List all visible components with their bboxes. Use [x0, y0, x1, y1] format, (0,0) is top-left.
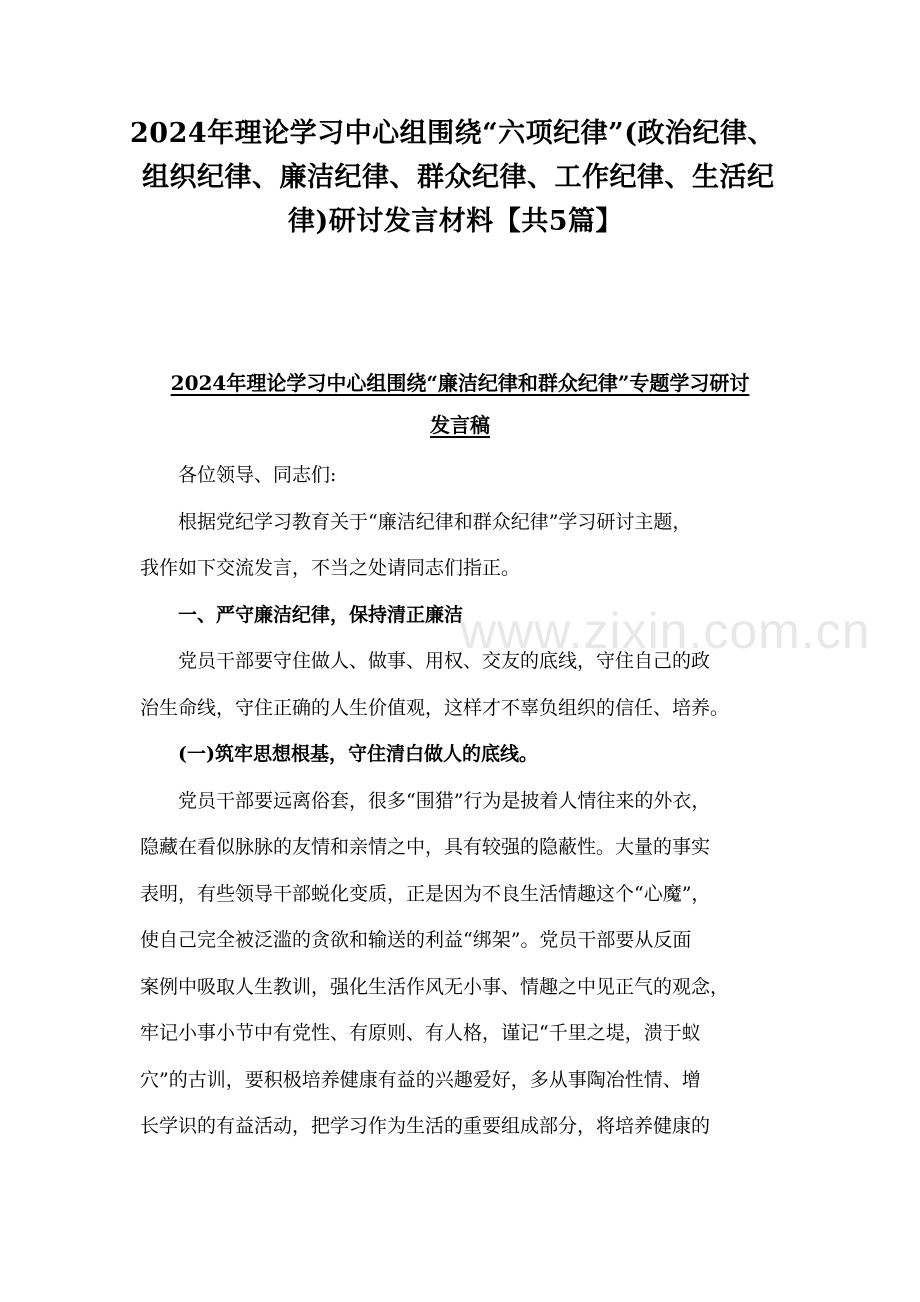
paragraph-line: 表明，有些领导干部蜕化变质，正是因为不良生活情趣这个“心魔”，: [140, 882, 711, 905]
paragraph-line: 我作如下交流发言，不当之处请同志们指正。: [140, 557, 521, 579]
greeting-paragraph: [140, 452, 780, 499]
paragraph-line: 牢记小事小节中有党性、有原则、有人格，谨记“千里之堤，溃于蚁: [140, 1022, 701, 1044]
paragraph-line: 穴”的古训，要积极培养健康有益的兴趣爱好，多从事陶冶性情、增: [140, 1068, 701, 1091]
subsection-heading-1: [140, 731, 780, 778]
paragraph-line: 党员干部要远离俗套，很多“围猎”行为是披着人情往来的外衣，: [178, 789, 711, 812]
paragraph-line: 案例中吸取人生教训，强化生活作风无小事、情趣之中见正气的观念，: [140, 975, 730, 998]
paragraph-line: 治生命线，守住正确的人生价值观，这样才不辜负组织的信任、培养。: [140, 696, 730, 719]
main-title-line-2: 组织纪律、廉洁纪律、群众纪律、工作纪律、生活纪: [142, 162, 775, 193]
paragraph-line: 隐藏在看似脉脉的友情和亲情之中，具有较强的隐蔽性。大量的事实: [140, 836, 711, 858]
main-title-line-1: 2024年理论学习中心组围绕“六项纪律”(政治纪律、: [130, 118, 775, 149]
paragraph-line: 党员干部要守住做人、做事、用权、交友的底线，守住自己的政: [178, 650, 711, 672]
main-title-line-3: 律)研讨发言材料【共5篇】: [288, 206, 624, 237]
main-title: [130, 112, 800, 244]
watermark: www.zixin.com.cn: [460, 603, 871, 659]
paragraph-line: 各位领导、同志们:: [178, 464, 337, 486]
section-title-line-1: 2024年理论学习中心组围绕“廉洁纪律和群众纪律”专题学习研讨: [170, 371, 750, 395]
paragraph-line: 长学识的有益活动，把学习作为生活的重要组成部分，将培养健康的: [140, 1115, 711, 1137]
heading-line: (一)筑牢思想根基，守住清白做人的底线。: [178, 743, 538, 765]
paragraph-line: 根据党纪学习教育关于“廉洁纪律和群众纪律”学习研讨主题，: [178, 510, 692, 533]
subsection-1-paragraph: [140, 778, 780, 1150]
body-text: [140, 452, 780, 1150]
paragraph-line: 使自己完全被泛滥的贪欲和输送的利益“绑架”。党员干部要从反面: [140, 929, 692, 951]
heading-line: 一、严守廉洁纪律，保持清正廉洁: [178, 603, 464, 626]
section-title-line-2: 发言稿: [430, 413, 490, 437]
intro-paragraph: [140, 499, 780, 592]
section-title: [120, 362, 800, 446]
